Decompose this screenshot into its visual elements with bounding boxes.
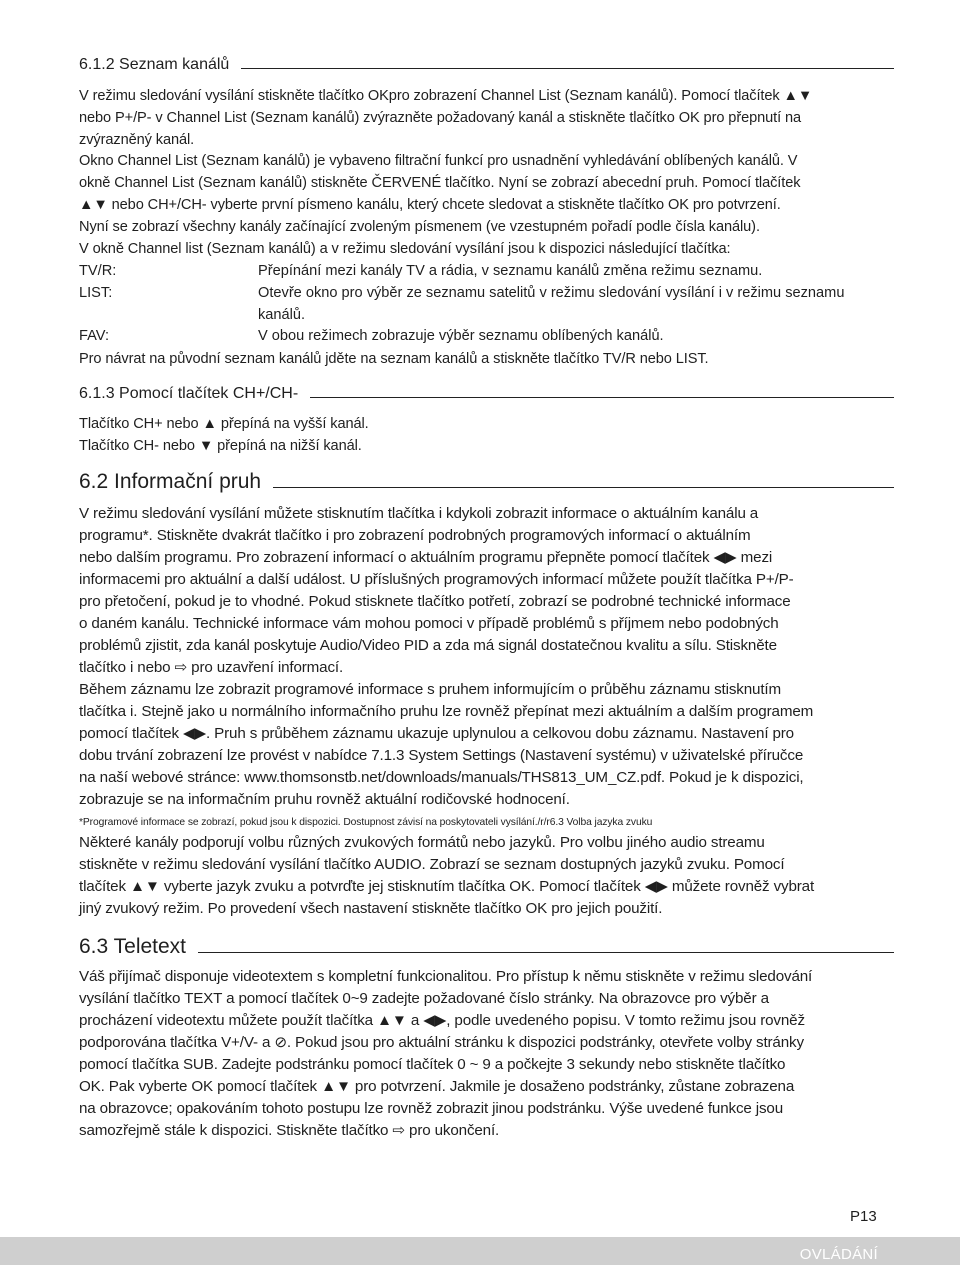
footnote: *Programové informace se zobrazí, pokud jsou k dispozici. Dostupnost závisí na poskytovateli vysílání./r/r6.3 Volba jazyka zvuku <box>79 817 653 828</box>
footer-section-label: OVLÁDÁNÍ <box>799 1246 878 1263</box>
section-6-1-2-tail: Pro návrat na původní seznam kanálů jděte na seznam kanálů a stiskněte tlačítko TV/R nebo LIST. <box>79 351 709 367</box>
section-6-2-body: V režimu sledování vysílání můžete stisknutím tlačítka i kdykoli zobrazit informace o aktuálním kanálu a programu*. Stiskněte dvakrát tlačítko i pro zobrazení podrobných programových informací o aktuálním nebo dalším programu. Pro zobrazení informací o aktuálním programu přepněte pomocí tlačítek ◀▶ mezi informacemi pro aktuální a další událost. U příslušných programových informací můžete použít tlačítka P+/P- pro přetočení, pokud je to vhodné. Pokud stisknete tlačítko potřetí, zobrazí se podrobné technické informace o daném kanálu. Technické informace vám mohou pomoci v případě problémů s příjmem nebo podobných problémů zjistit, zda kanál poskytuje Audio/Video PID a zda má signál dostatečnou kvalitu a sílu. Stiskněte tlačítko i nebo ⇨ pro uzavření informací. Během záznamu lze zobrazit programové informace s pruhem informujícím o průběhu záznamu stisknutím tlačítka i. Stejně jako u normálního informačního pruhu lze rovněž přepínat mezi aktuálním a dalším programem pomocí tlačítek ◀▶. Pruh s průběhem záznamu ukazuje uplynulou a celkovou dobu záznamu. Nastavení pro dobu trvání zobrazení lze provést v nabídce 7.1.3 System Settings (Nastavení systému) v uživatelské příručce na naší webové stránce: www.thomsonstb.net/downloads/manuals/THS813_UM_CZ.pdf. Pokud je k dispozici, zobrazuje se na informačním pruhu rovněž aktuální rodičovské hodnocení. <box>79 505 814 808</box>
section-6-1-2-heading: 6.1.2 Seznam kanálů <box>79 56 894 74</box>
section-6-3-body: Váš přijímač disponuje videotextem s kompletní funkcionalitou. Pro přístup k němu stiskněte v režimu sledování vysílání tlačítko TEXT a pomocí tlačítek 0~9 zadejte požadované číslo stránky. Na obrazovce pro výběr a procházení videotextu můžete použít tlačítka ▲▼ a ◀▶, podle uvedeného popisu. V tomto režimu jsou rovněž podporována tlačítka V+/V- a ⊘. Pokud jsou pro aktuální stránku k dispozici podstránky, otevřete volby stránky pomocí tlačítka SUB. Zadejte podstránku pomocí tlačítek 0 ~ 9 a počkejte 3 sekundy nebo stiskněte tlačítko OK. Pak vyberte OK pomocí tlačítek ▲▼ pro potvrzení. Jakmile je dosaženo podstránky, zůstane zobrazena na obrazovce; opakováním tohoto postupu lze rovněž zobrazit jinou podstránku. Výše uvedené funkce jsou samozřejmě stále k dispozici. Stiskněte tlačítko ⇨ pro ukončení. <box>79 968 813 1139</box>
section-6-1-3-body: Tlačítko CH+ nebo ▲ přepíná na vyšší kanál. Tlačítko CH- nebo ▼ přepíná na nižší kanál. <box>79 416 369 454</box>
section-6-2-body-2: Některé kanály podporují volbu různých zvukových formátů nebo jazyků. Pro volbu jiného audio streamu stiskněte v režimu sledování vysílání tlačítko AUDIO. Zobrazí se seznam dostupných jazyků zvuku. Pomocí tlačítek ▲▼ vyberte jazyk zvuku a potvrďte jej stisknutím tlačítka OK. Pomocí tlačítek ◀▶ můžete rovněž vybrat jiný zvukový režim. Po provedení všech nastavení stiskněte tlačítko OK pro jejich použití. <box>79 834 815 917</box>
button-entry-tvr: TV/R: Přepínání mezi kanály TV a rádia, v seznamu kanálů změna režimu seznamu. <box>79 263 763 279</box>
button-entry-list: LIST: Otevře okno pro výběr ze seznamu satelitů v režimu sledování vysílání i v režimu seznamu kanálů. <box>79 284 845 323</box>
section-6-2-heading: 6.2 Informační pruh <box>79 470 894 494</box>
section-6-1-3-heading: 6.1.3 Pomocí tlačítek CH+/CH- <box>79 385 894 403</box>
section-6-3-heading: 6.3 Teletext <box>79 935 894 959</box>
section-6-1-2-body: V režimu sledování vysílání stiskněte tlačítko OKpro zobrazení Channel List (Seznam kanálů). Pomocí tlačítek ▲▼ nebo P+/P- v Channel List (Seznam kanálů) zvýrazněte požadovaný kanál a stiskněte tlačítko OK pro přepnutí na zvýrazněný kanál. Okno Channel List (Seznam kanálů) je vybaveno filtrační funkcí pro usnadnění vyhledávání oblíbených kanálů. V okně Channel List (Seznam kanálů) stiskněte ČERVENÉ tlačítko. Nyní se zobrazí abecední pruh. Pomocí tlačítek ▲▼ nebo CH+/CH- vyberte první písmeno kanálu, který chcete sledovat a stiskněte tlačítko OK pro potvrzení. Nyní se zobrazí všechny kanály začínající zvoleným písmenem (ve vzestupném pořadí podle čísla kanálu). V okně Channel list (Seznam kanálů) a v režimu sledování vysílání jsou k dispozici následující tlačítka: <box>79 88 813 257</box>
footer-bar <box>0 1237 960 1265</box>
page-number: P13 <box>850 1208 877 1225</box>
button-list <box>79 261 894 348</box>
button-entry-fav: FAV: V obou režimech zobrazuje výběr seznamu oblíbených kanálů. <box>79 328 664 345</box>
